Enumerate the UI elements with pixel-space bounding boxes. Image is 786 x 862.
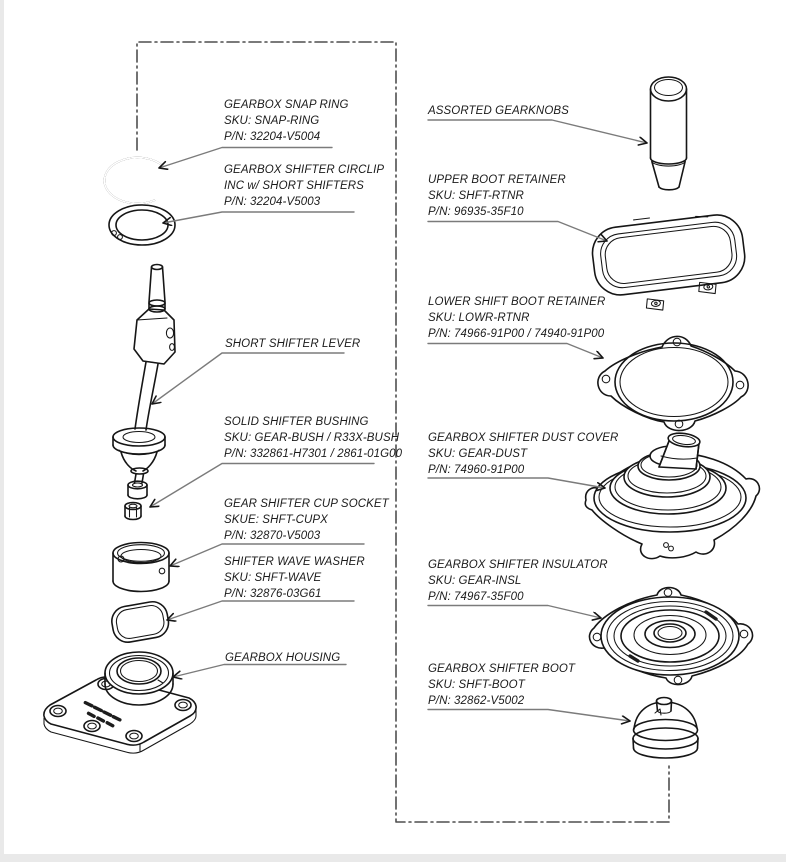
part-name: SHIFTER WAVE WASHER (224, 556, 365, 568)
part-gear-knob (651, 77, 687, 190)
part-name: GEARBOX SNAP RING (224, 99, 349, 111)
leader-gearknobs (428, 120, 647, 143)
leader-lower-retainer (428, 344, 603, 359)
part-note: INC w/ SHORT SHIFTERS (224, 180, 364, 192)
part-name: SOLID SHIFTER BUSHING (224, 416, 369, 428)
part-sku: SKU: GEAR-BUSH / R33X-BUSH (224, 432, 400, 444)
label-gearbox-shifter-boot (428, 661, 575, 709)
part-snap-ring (104, 158, 163, 204)
leader-lever (152, 353, 344, 404)
leader-upper-retainer (428, 222, 607, 242)
part-shifter-circlip (109, 205, 175, 245)
part-name: SHORT SHIFTER LEVER (225, 338, 361, 350)
part-name: ASSORTED GEARKNOBS (428, 105, 569, 117)
part-pn: P/N: 332861-H7301 / 2861-01G00 (224, 448, 403, 460)
leader-wave-washer (167, 601, 354, 620)
part-pn: P/N: 32204-V5003 (224, 196, 321, 208)
part-sku: SKU: SHFT-WAVE (224, 572, 322, 584)
part-gearbox-housing (44, 652, 196, 753)
leader-boot (428, 710, 630, 722)
dust-cover-collar (659, 431, 701, 469)
part-name: GEARBOX SHIFTER DUST COVER (428, 432, 619, 444)
part-lower-boot-retainer (598, 336, 748, 430)
part-pn: P/N: 32204-V5004 (224, 131, 321, 143)
part-shifter-insulator (589, 588, 752, 685)
part-pn: P/N: 32870-V5003 (224, 530, 321, 542)
label-short-shifter-lever (225, 336, 360, 352)
part-pn: P/N: 74960-91P00 (428, 464, 525, 476)
part-sku: SKUE: SHFT-CUPX (224, 514, 328, 526)
label-lower-shift-boot-retainer (428, 294, 605, 342)
label-upper-boot-retainer (428, 172, 566, 220)
part-sku: SKU: LOWR-RTNR (428, 312, 530, 324)
part-pn: P/N: 32876-03G61 (224, 588, 322, 600)
label-gearbox-housing (225, 650, 340, 666)
part-name: GEARBOX SHIFTER INSULATOR (428, 559, 608, 571)
part-name: GEARBOX SHIFTER BOOT (428, 663, 576, 675)
label-gear-shifter-cup-socket (224, 496, 389, 544)
part-pn: P/N: 32862-V5002 (428, 695, 525, 707)
part-upper-boot-retainer (589, 207, 750, 318)
leader-circlip (163, 212, 354, 223)
part-solid-shifter-bushing-nut (125, 503, 141, 520)
part-sku: SKU: SNAP-RING (224, 115, 320, 127)
retainer-tab (645, 297, 664, 312)
part-shifter-wave-washer (109, 599, 170, 644)
part-sku: SKU: SHFT-RTNR (428, 190, 524, 202)
part-shifter-boot (633, 698, 698, 759)
leader-housing (173, 665, 346, 678)
leader-dust-cover (428, 478, 605, 488)
housing-collar (105, 652, 173, 705)
part-name: LOWER SHIFT BOOT RETAINER (428, 296, 606, 308)
housing-embossed-marking (82, 703, 122, 727)
label-gearbox-shifter-dust-cover (428, 430, 618, 478)
label-solid-shifter-bushing (224, 414, 402, 462)
part-short-shifter-lever (113, 265, 175, 499)
label-gearbox-snap-ring (224, 97, 349, 145)
retainer-tab (698, 280, 717, 295)
part-pn: P/N: 96935-35F10 (428, 206, 524, 218)
part-name: GEARBOX HOUSING (225, 652, 341, 664)
leader-insulator (428, 606, 601, 619)
part-name: UPPER BOOT RETAINER (428, 174, 566, 186)
part-pn: P/N: 74967-35F00 (428, 591, 524, 603)
part-name: GEAR SHIFTER CUP SOCKET (224, 498, 389, 510)
part-sku: SKU: SHFT-BOOT (428, 679, 525, 691)
label-gearbox-shifter-insulator (428, 557, 608, 605)
label-shifter-wave-washer (224, 554, 365, 602)
part-gear-shifter-cup-socket (113, 543, 169, 592)
part-name: GEARBOX SHIFTER CIRCLIP (224, 164, 385, 176)
part-sku: SKU: GEAR-INSL (428, 575, 522, 587)
part-pn: P/N: 74966-91P00 / 74940-91P00 (428, 328, 605, 340)
label-assorted-gearknobs (428, 103, 569, 119)
label-shifter-circlip (224, 162, 384, 210)
part-sku: SKU: GEAR-DUST (428, 448, 528, 460)
